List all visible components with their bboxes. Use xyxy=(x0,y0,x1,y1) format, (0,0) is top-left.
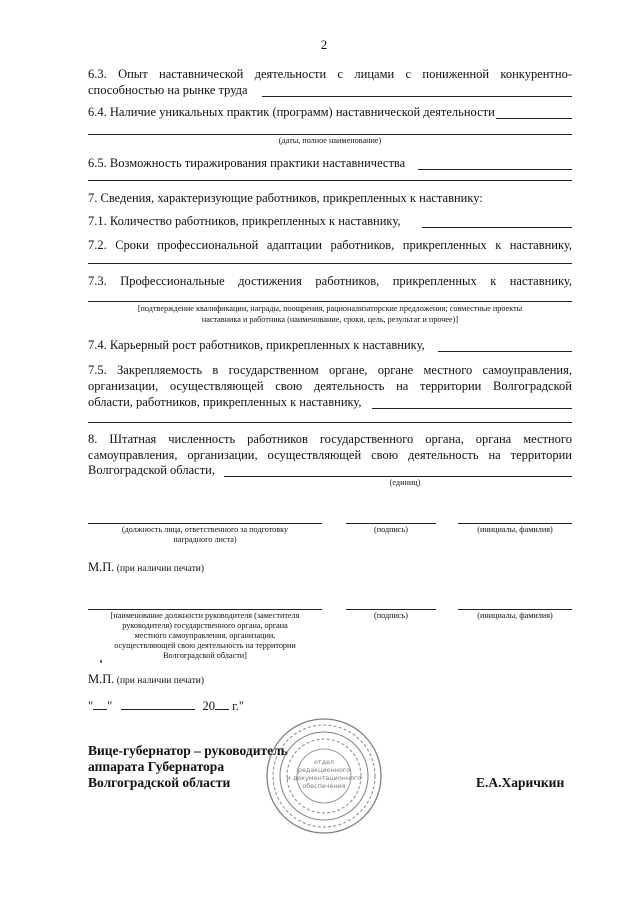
seal-note-1-small: (при наличии печати) xyxy=(114,564,204,574)
item-8-line3: Волгоградской области, xyxy=(88,463,215,477)
sig2-signature-line xyxy=(346,609,436,610)
date-day-blank xyxy=(93,698,107,710)
seal-note-1 xyxy=(88,560,204,577)
item-7-4-label: 7.4. Карьерный рост работников, прикрепленных к наставнику, xyxy=(88,338,425,352)
item-7-5-blank-line2 xyxy=(88,422,572,423)
item-7-5-line1: 7.5. Закрепляемость в государственном органе, органе местного самоуправления, xyxy=(88,363,572,377)
stamp-center-line1: отдел xyxy=(313,758,335,766)
sig1-position-caption-line2: наградного листа) xyxy=(173,535,237,544)
item-6-5-blank-line2 xyxy=(88,180,572,181)
seal-note-2-abbr: М.П. xyxy=(88,672,115,686)
item-7-heading: 7. Сведения, характеризующие работников, прикрепленных к наставнику: xyxy=(88,191,483,205)
official-stamp xyxy=(262,712,386,844)
item-7-5-line3: области, работников, прикрепленных к наставнику, xyxy=(88,395,362,409)
footer-title-line3: Волгоградской области xyxy=(88,775,231,790)
stamp-center-line4: обеспечения xyxy=(302,782,346,790)
item-6-5-label: 6.5. Возможность тиражирования практики наставничества xyxy=(88,156,406,170)
item-6-3-line2 xyxy=(88,83,248,98)
sig2-position-caption-line3: местного самоуправления, организации, xyxy=(134,631,276,640)
sig2-name-line xyxy=(458,609,572,610)
date-month-blank xyxy=(121,698,195,710)
item-7-3-caption-line2: наставника и работника (наименование, сроки, цель, результат и прочее)] xyxy=(201,315,459,324)
date-year-blank xyxy=(215,698,229,710)
footer-title-line2: аппарата Губернатора xyxy=(88,759,225,774)
item-7-3-label: 7.3. Профессиональные достижения работников, прикрепленных к наставнику, xyxy=(88,274,572,288)
item-6-4-blank xyxy=(496,118,572,119)
date-year-prefix: 20 xyxy=(202,699,215,713)
date-quote-open: " xyxy=(88,699,94,713)
sig2-position-caption-line1: [наименование должности руководителя (заместителя xyxy=(110,611,300,620)
item-7-5-blank xyxy=(372,408,572,409)
sig1-signature-line xyxy=(346,523,436,524)
item-6-4-label: 6.4. Наличие уникальных практик (программ) наставнической деятельности xyxy=(88,105,495,119)
date-year-suffix: г." xyxy=(228,699,245,713)
sig1-name-caption: (инициалы, фамилия) xyxy=(477,525,553,534)
date-quote-close: " xyxy=(107,699,113,713)
item-6-3-line1: 6.3. Опыт наставнической деятельности с лицами с пониженной конкурентно- xyxy=(88,67,572,81)
footer-signatory: Е.А.Харичкин xyxy=(476,775,565,790)
item-7-1-blank xyxy=(422,227,572,228)
stamp-center-line2: редакционного xyxy=(297,766,351,774)
sig1-signature-caption: (подпись) xyxy=(374,525,408,534)
item-7-5-line2: организации, осуществляющей свою деятельность на территории Волгоградской xyxy=(88,379,572,393)
stray-mark xyxy=(100,660,102,663)
item-6-4-blank-line2 xyxy=(88,134,572,135)
sig2-position-caption-line5: Волгоградской области] xyxy=(163,651,247,660)
sig1-position-caption-line1: (должность лица, ответственного за подготовку xyxy=(121,525,289,534)
item-7-2-blank-line2 xyxy=(88,263,572,264)
item-8-blank xyxy=(224,476,572,477)
item-6-5-blank xyxy=(418,169,572,170)
item-6-4-caption: (даты, полное наименование) xyxy=(278,136,382,145)
seal-note-2-small: (при наличии печати) xyxy=(114,676,204,686)
seal-note-2 xyxy=(88,672,204,689)
date-line xyxy=(88,698,244,714)
sig1-position-line xyxy=(88,523,322,524)
item-7-1-label: 7.1. Количество работников, прикрепленных к наставнику, xyxy=(88,214,401,228)
sig2-position-caption-line4: осуществляющей свою деятельность на территории xyxy=(114,641,296,650)
item-8-caption: (единиц) xyxy=(389,478,421,487)
seal-note-1-abbr: М.П. xyxy=(88,560,115,574)
item-7-4-blank xyxy=(438,351,572,352)
item-8-line1: 8. Штатная численность работников государственного органа, органа местного xyxy=(88,432,572,446)
footer-title-line1: Вице-губернатор – руководитель xyxy=(88,743,288,758)
sig2-name-caption: (инициалы, фамилия) xyxy=(477,611,553,620)
item-6-3-blank xyxy=(262,96,572,97)
item-7-3-blank-line2 xyxy=(88,301,572,302)
page-number: 2 xyxy=(320,37,328,52)
sig2-position-caption-line2: руководителя) государственного органа, органа xyxy=(122,621,288,630)
sig2-position-line xyxy=(88,609,322,610)
sig2-signature-caption: (подпись) xyxy=(374,611,408,620)
sig1-name-line xyxy=(458,523,572,524)
item-8-line2: самоуправления, организации, осуществляющей свою деятельность на территории xyxy=(88,448,572,462)
item-6-3-text: способностью на рынке труда xyxy=(88,83,248,97)
item-7-2-label: 7.2. Сроки профессиональной адаптации работников, прикрепленных к наставнику, xyxy=(88,238,572,252)
item-7-3-caption-line1: [подтверждение квалификации, награды, поощрения, рационализаторские предложения; совместные проекты xyxy=(137,304,523,313)
stamp-center-line3: и документационного xyxy=(286,774,362,782)
